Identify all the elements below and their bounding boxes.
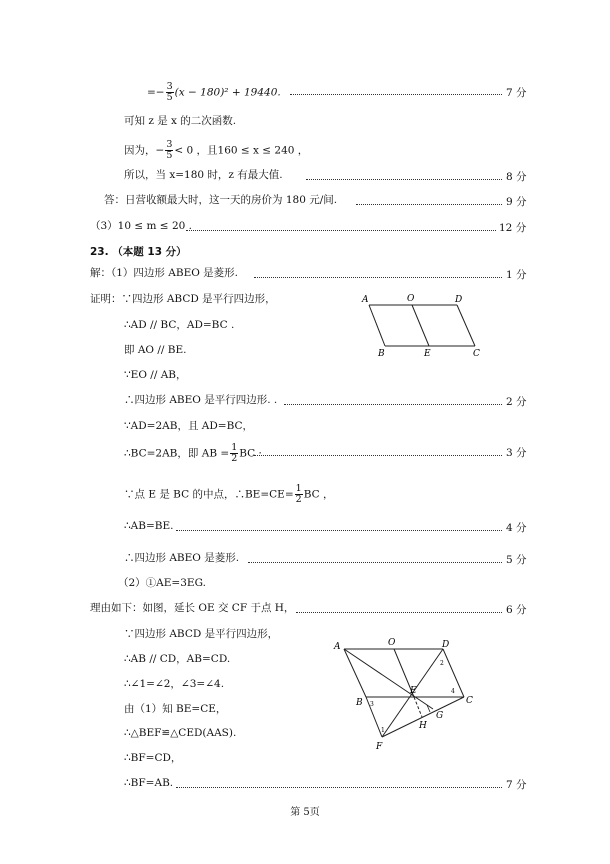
text-line-12: ∵EO // AB，: [124, 369, 187, 381]
question-heading: 23. （本题 13 分）: [90, 246, 187, 258]
leader-dots: [254, 277, 502, 278]
leader-dots: [186, 230, 496, 231]
score-label: 9 分: [506, 196, 527, 208]
leader-dots: [176, 530, 502, 531]
score-label: 6 分: [506, 604, 527, 616]
text-line-25: ∴△BEF≌△CED(AAS).: [124, 727, 237, 739]
text-line-22: ∴AB // CD，AB=CD.: [124, 653, 231, 665]
label-E: E: [424, 349, 431, 359]
text-line-9: 证明：∵四边形 ABCD 是平行四边形，: [90, 293, 276, 305]
text-line-4: 所以，当 x=180 时，z 有最大值.: [124, 169, 283, 181]
text-line-19: （2）①AE=3EG.: [118, 577, 206, 589]
text-line-23: ∴∠1=∠2，∠3=∠4.: [124, 678, 225, 690]
text-line-5: 答：日营收额最大时，这一天的房价为 180 元/间.: [104, 194, 338, 206]
text-line-24: 由（1）知 BE=CE，: [124, 703, 227, 715]
label-O: O: [407, 294, 415, 304]
text-line-10: ∴AD // BC，AD=BC .: [124, 319, 235, 331]
figure-parallelogram-1: [355, 290, 495, 360]
score-label: 2 分: [506, 396, 527, 408]
text-line-14: ∵AD=2AB，且 AD=BC，: [124, 420, 254, 432]
score-label: 7 分: [506, 779, 527, 791]
angle-4-label: 4: [451, 688, 455, 695]
leader-dots: [356, 204, 502, 205]
text-line-16: ∵点 E 是 BC 的中点，∴BE=CE= $\frac{1}{2}$ BC ，: [124, 483, 334, 505]
text-line-26: ∴BF=CD，: [124, 752, 182, 764]
text-line-15: ∴BC=2AB，即 AB = $\frac{1}{2}$ BC ·: [124, 442, 262, 464]
text-line-21: ∵四边形 ABCD 是平行四边形，: [124, 628, 279, 640]
label-H: H: [419, 721, 427, 731]
score-label: 12 分: [499, 222, 527, 234]
text-line-17: ∴AB=BE.: [124, 520, 174, 532]
leader-dots: [290, 94, 502, 95]
label-O: O: [388, 638, 396, 648]
label-C: C: [466, 696, 473, 706]
text-line-8: 解：（1）四边形 ABEO 是菱形.: [90, 267, 239, 279]
label-A: A: [362, 295, 369, 305]
text-line-6: （3）10 ≤ m ≤ 20 .: [90, 220, 192, 232]
fraction: $\frac{3}{5}$: [166, 139, 173, 161]
page-number: 第 5页: [290, 807, 320, 818]
leader-dots: [284, 404, 502, 405]
text-line-2: 可知 z 是 x 的二次函数.: [124, 115, 237, 127]
leader-dots: [296, 612, 502, 613]
text-line-13: ∴四边形 ABEO 是平行四边形. .: [124, 394, 278, 406]
score-label: 5 分: [506, 554, 527, 566]
leader-dots: [248, 562, 502, 563]
score-label: 1 分: [506, 269, 527, 281]
text-line-11: 即 AO // BE.: [124, 344, 187, 356]
label-E: E: [410, 686, 417, 696]
label-D: D: [442, 640, 450, 650]
leader-dots: [306, 179, 502, 180]
score-label: 3 分: [506, 447, 527, 459]
angle-3-label: 3: [370, 701, 374, 708]
label-G: G: [436, 711, 444, 721]
angle-1-label: 1: [381, 727, 385, 734]
label-A: A: [334, 642, 341, 652]
fraction: $\frac{1}{2}$: [231, 442, 238, 464]
text-line-20: 理由如下：如图，延长 OE 交 CF 于点 H，: [90, 602, 295, 614]
leader-dots: [176, 787, 502, 788]
score-label: 8 分: [506, 171, 527, 183]
label-B: B: [356, 698, 363, 708]
label-C: C: [473, 349, 480, 359]
fraction: $\frac{1}{2}$: [295, 483, 302, 505]
label-B: B: [378, 349, 385, 359]
leader-dots: [254, 455, 502, 456]
score-label: 7 分: [506, 87, 527, 99]
text-line-27: ∴BF=AB.: [124, 777, 174, 789]
label-F: F: [376, 742, 383, 752]
figure-parallelogram-2: [330, 635, 480, 755]
label-D: D: [455, 295, 463, 305]
eq-line-1: =− $\frac{3}{5}$ (x − 180)² + 19440.: [147, 81, 281, 103]
text-line-18: ∴四边形 ABEO 是菱形.: [124, 552, 240, 564]
score-label: 4 分: [506, 522, 527, 534]
fraction: $\frac{3}{5}$: [166, 81, 173, 103]
angle-2-label: 2: [440, 660, 444, 667]
text-line-3: 因为，− $\frac{3}{5}$ < 0 ，且160 ≤ x ≤ 240 ，: [124, 139, 309, 161]
